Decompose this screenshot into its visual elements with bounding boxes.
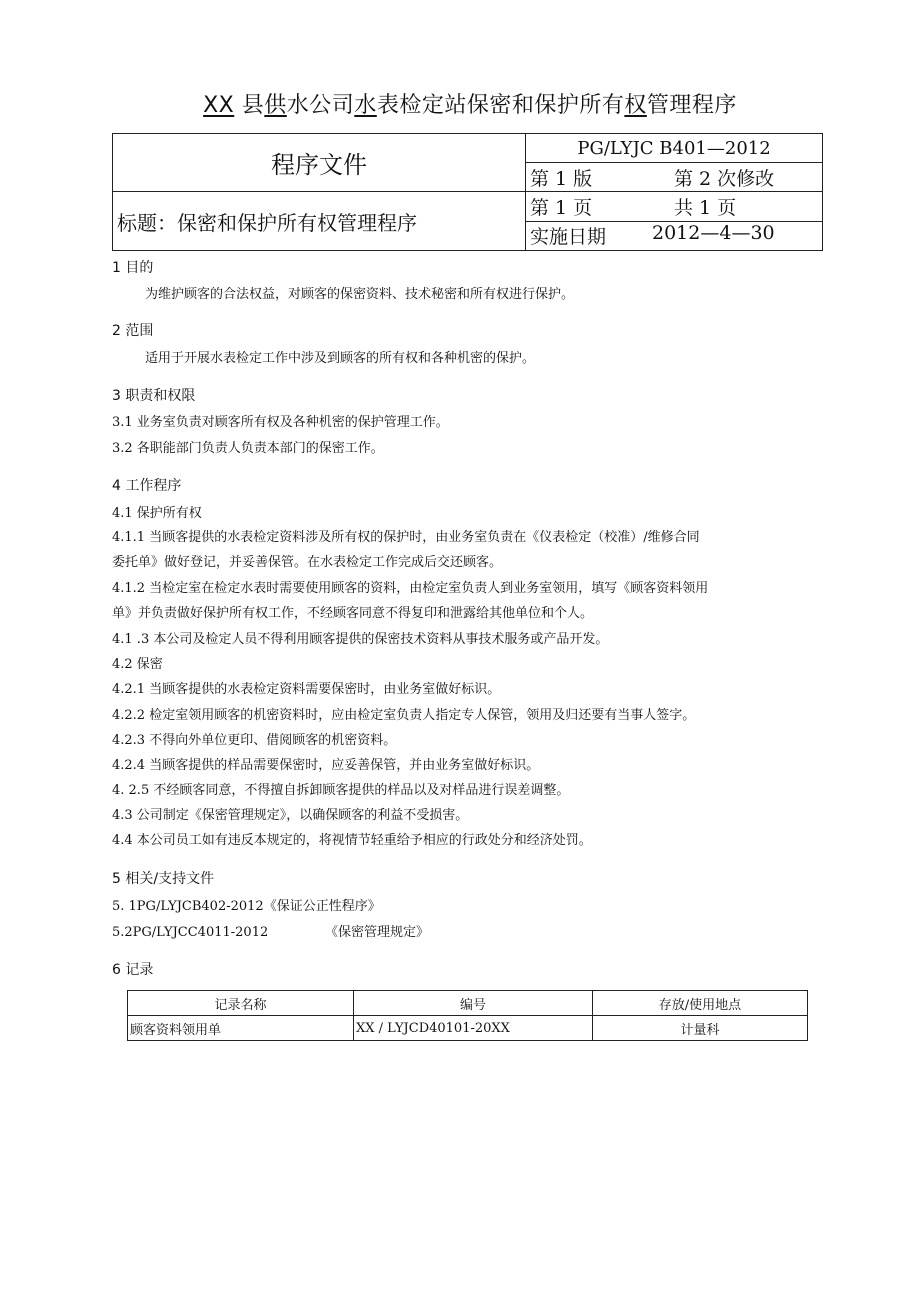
title-segment: 县 [241, 93, 265, 118]
title-segment: 水公司 [286, 93, 355, 118]
table-header-cell: 记录名称 [128, 991, 354, 1016]
table-header-row [128, 991, 808, 1016]
title-segment: 水 [354, 93, 377, 118]
effective-label: 实施日期 [530, 226, 607, 249]
table-cell: 顾客资料领用单 [128, 1016, 354, 1041]
table-cell: 计量科 [593, 1016, 808, 1041]
page-number: 第 1 页 [530, 196, 593, 219]
paragraph: 4.1.1 当顾客提供的水表检定资料涉及所有权的保护时，由业务室负责在《仪表检定（校准）/维修合同 [112, 530, 700, 545]
paragraph: 4. 2.5 不经顾客同意，不得擅自拆卸顾客提供的样品以及对样品进行误差调整。 [112, 783, 570, 798]
edition-cell [526, 163, 823, 192]
document-type: 程序文件 [113, 134, 526, 192]
section-heading: 6 记录 [112, 962, 154, 978]
title-segment: XX [203, 93, 235, 118]
paragraph: 适用于开展水表检定工作中涉及到顾客的所有权和各种机密的保护。 [145, 351, 536, 366]
title-segment: 权 [624, 93, 647, 118]
paragraph: 4.2.3 不得向外单位更印、借阅顾客的机密资料。 [112, 733, 397, 748]
title-segment: 表检定站保密和保护所有 [376, 93, 625, 118]
paragraph: 4.4 本公司员工如有违反本规定的，将视情节轻重给予相应的行政处分和经济处罚。 [112, 833, 592, 848]
records-table [127, 990, 808, 1041]
title-segment: 管理程序 [646, 93, 737, 118]
paragraph: 4.1.2 当检定室在检定水表时需要使用顾客的资料，由检定室负责人到业务室领用，填写《顾客资料领用 [112, 581, 709, 596]
edition: 第 1 版 [530, 167, 593, 190]
reference-title: 《保密管理规定》 [325, 925, 430, 940]
revision: 第 2 次修改 [674, 167, 775, 190]
effective-cell [526, 221, 823, 251]
table-row [128, 1016, 808, 1041]
section-heading: 2 范围 [112, 323, 154, 339]
document-header-table [112, 133, 823, 251]
paragraph: 4.2.2 检定室领用顾客的机密资料时，应由检定室负责人指定专人保管，领用及归还要有当事人签字。 [112, 708, 696, 723]
section-heading: 3 职责和权限 [112, 388, 196, 404]
paragraph: 委托单》做好登记，并妥善保管。在水表检定工作完成后交还顾客。 [112, 555, 503, 570]
section-heading: 5 相关/支持文件 [112, 871, 215, 887]
paragraph: 3.2 各职能部门负责人负责本部门的保密工作。 [112, 441, 384, 456]
document-subject: 标题：保密和保护所有权管理程序 [113, 192, 526, 251]
table-header-cell: 编号 [354, 991, 593, 1016]
section-heading: 1 目的 [112, 260, 154, 276]
paragraph: 4.1 .3 本公司及检定人员不得利用顾客提供的保密技术资料从事技术服务或产品开发。 [112, 632, 609, 647]
paragraph: 4.1 保护所有权 [112, 506, 202, 521]
paragraph: 5. 1PG/LYJCB402-2012《保证公正性程序》 [112, 899, 381, 914]
paragraph: 单》并负责做好保护所有权工作，不经顾客同意不得复印和泄露给其他单位和个人。 [112, 606, 594, 621]
table-cell: XX / LYJCD40101-20XX [354, 1016, 593, 1041]
total-pages: 共 1 页 [674, 196, 737, 219]
paragraph: 3.1 业务室负责对顾客所有权及各种机密的保护管理工作。 [112, 415, 449, 430]
paragraph: 4.2.4 当顾客提供的样品需要保密时，应妥善保管，并由业务室做好标识。 [112, 758, 540, 773]
paragraph: 4.2.1 当顾客提供的水表检定资料需要保密时，由业务室做好标识。 [112, 682, 501, 697]
section-heading: 4 工作程序 [112, 478, 182, 494]
effective-date: 2012—4—30 [652, 222, 775, 245]
page-cell [526, 192, 823, 222]
table-header-cell: 存放/使用地点 [593, 991, 808, 1016]
reference-code: 5.2PG/LYJCC4011-2012 [112, 925, 269, 940]
paragraph: 4.3 公司制定《保密管理规定》，以确保顾客的利益不受损害。 [112, 808, 469, 823]
paragraph [112, 920, 812, 946]
paragraph: 4.2 保密 [112, 657, 163, 672]
paragraph: 为维护顾客的合法权益，对顾客的保密资料、技术秘密和所有权进行保护。 [145, 287, 575, 302]
document-title [0, 88, 920, 119]
title-segment: 供 [264, 93, 287, 118]
document-code: PG/LYJC B401—2012 [526, 134, 823, 163]
